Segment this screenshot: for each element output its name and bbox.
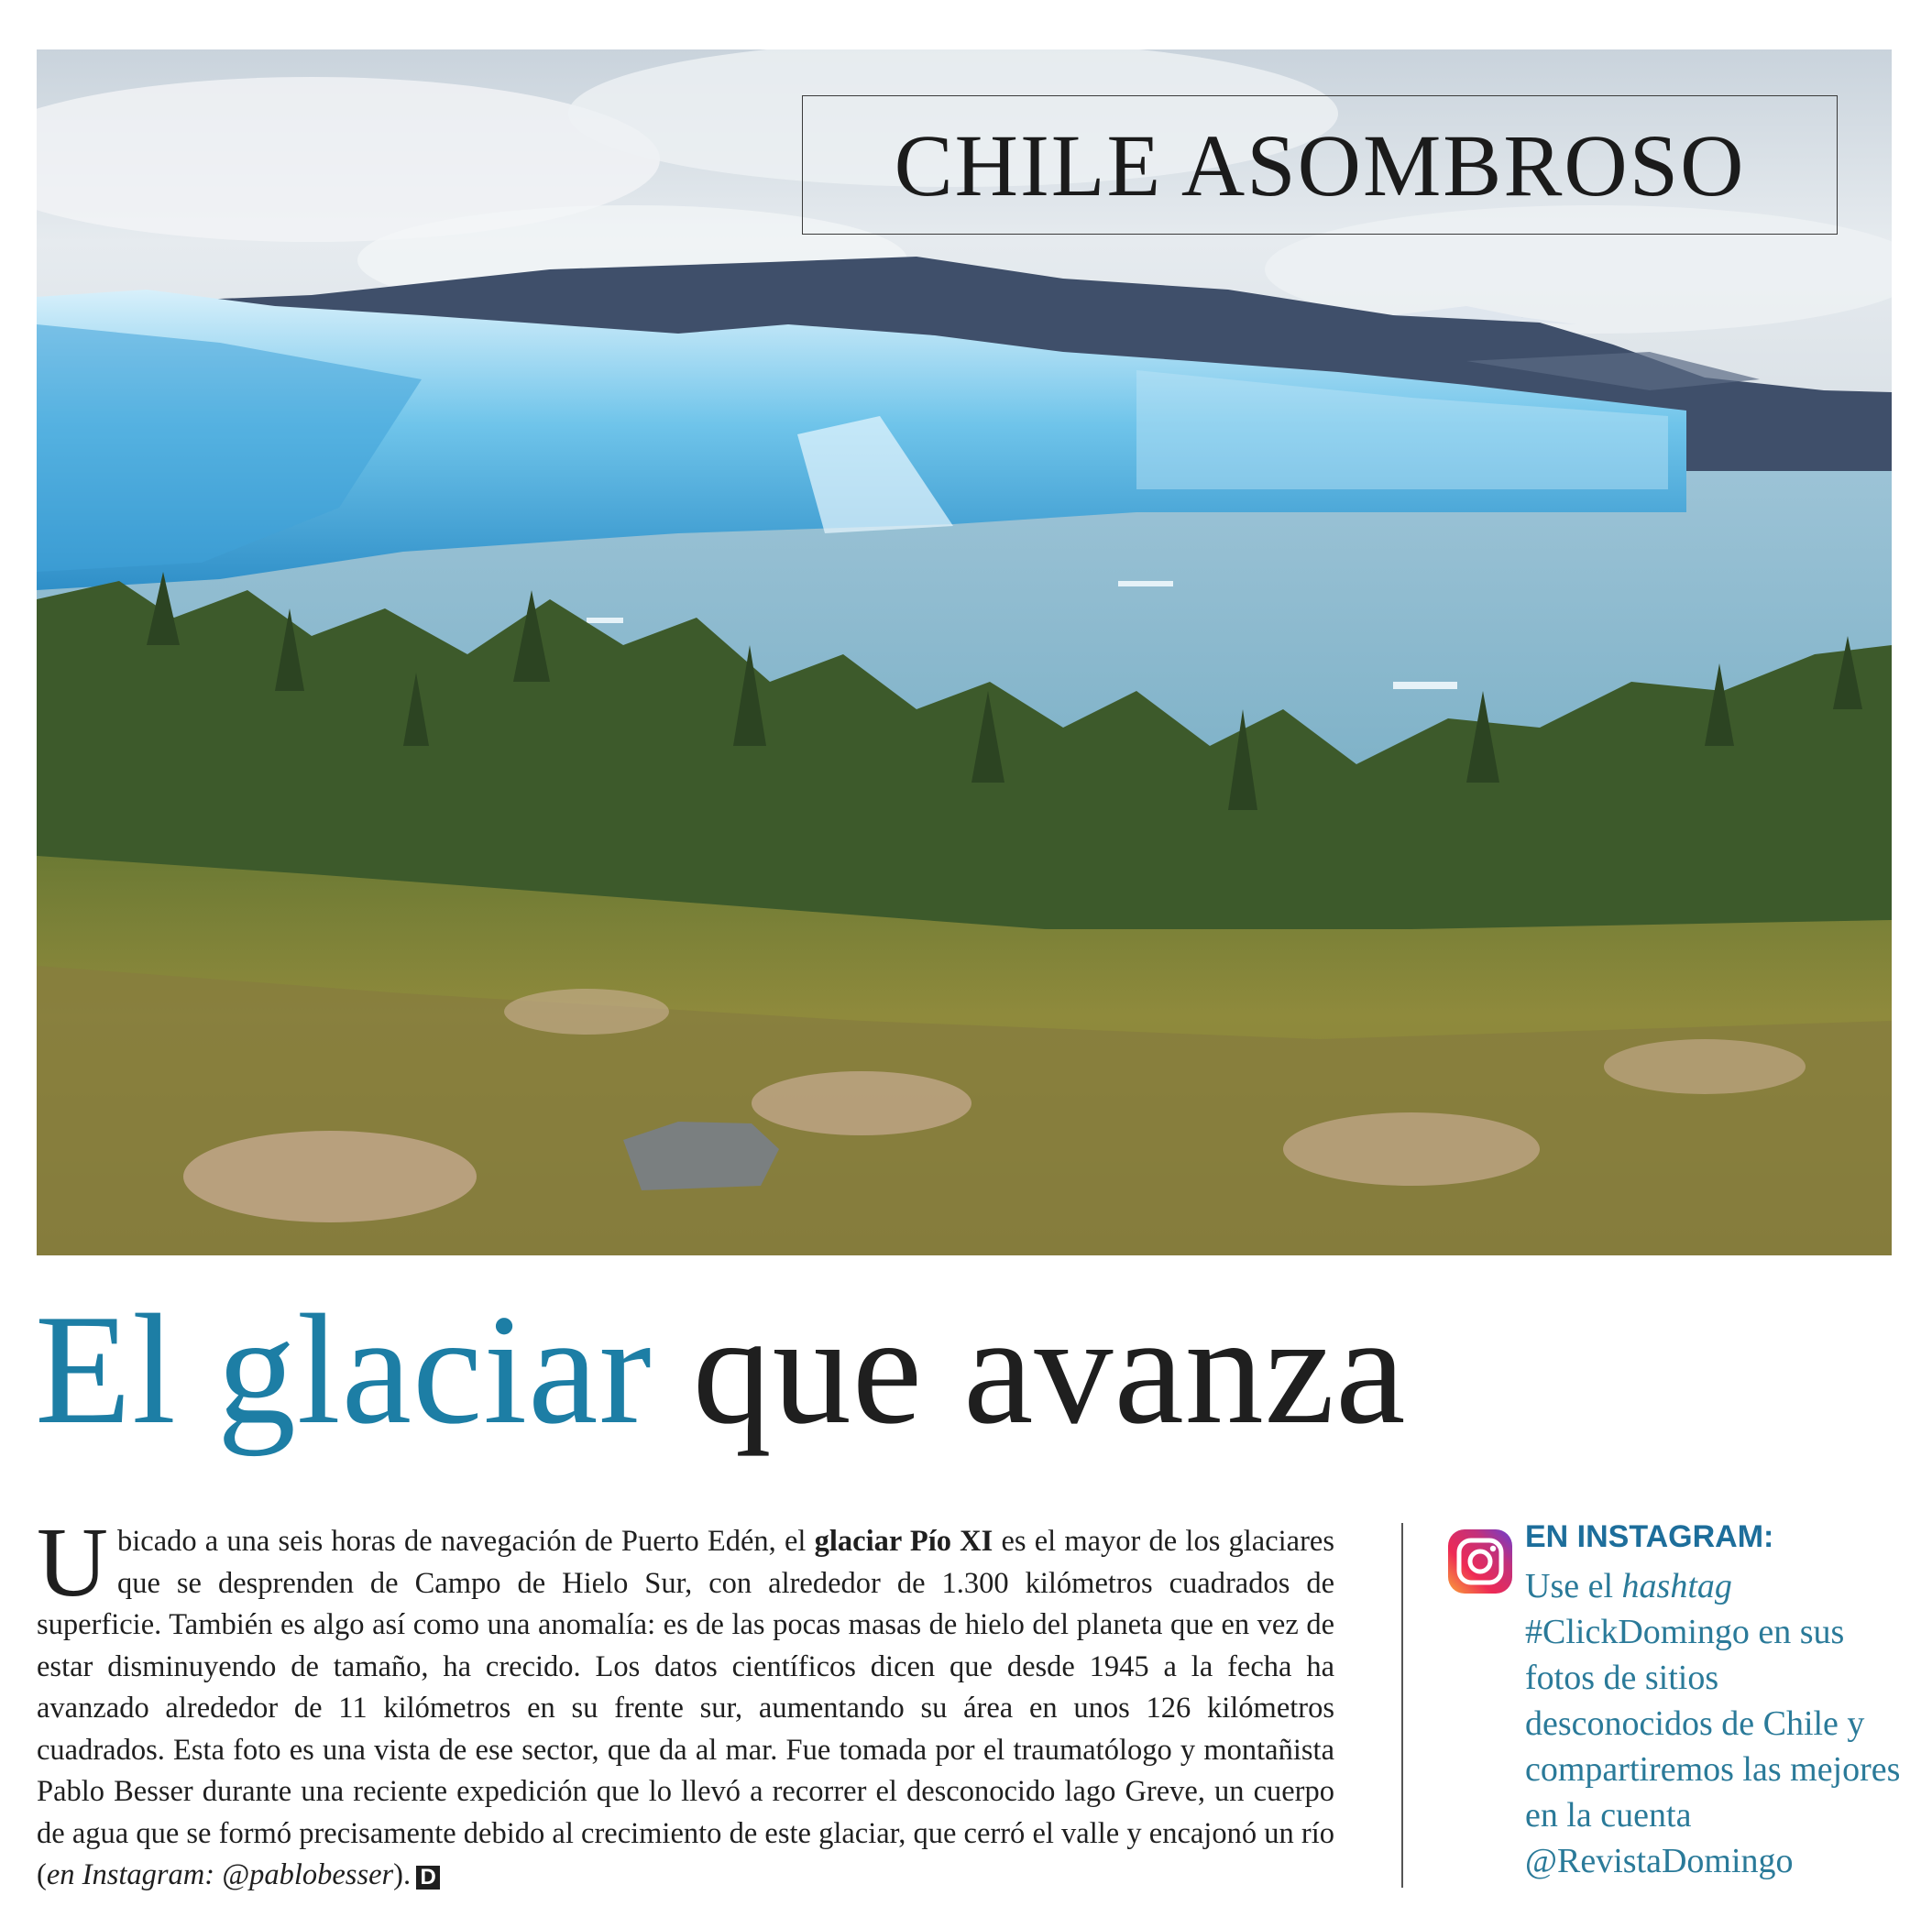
instagram-italic-word: hashtag: [1621, 1567, 1732, 1605]
article-text-middle: es el mayor de los glaciares que se desprenden de Campo de Hielo Sur, con alrededor de 1.300 kilómetros cuadrados de superficie. También es algo así como una anomalía: es de las pocas masas de hielo del planeta que en vez de estar disminuyendo de tamaño, ha crecido. Los datos científicos dicen que desde 1945 a la fecha ha avanzado alrededor de 11 kilómetros en su frente sur, aumentando su área en unos 126 kilómetros cuadrados. Esta foto es una vista de ese sector, que da al mar. Fue tomada por el traumatólogo y montañista Pablo Besser durante una reciente expedición que lo llevó a recorrer el desconocido lago Greve, un cuerpo de agua que se formó precisamente debido al crecimiento de este glaciar, que cerró el valle y encajonó un río (: [37, 1525, 1334, 1891]
headline-part-2: que avanza: [692, 1283, 1407, 1457]
headline-part-1: El glaciar: [35, 1283, 653, 1457]
end-mark: D: [416, 1866, 440, 1890]
article-bold-term: glaciar Pío XI: [814, 1525, 993, 1558]
article-text-end: ).: [393, 1858, 412, 1891]
article-photo-credit: en Instagram: @pablobesser: [46, 1858, 394, 1891]
article-text-start: bicado a una seis horas de navegación de Puerto Edén, el: [117, 1525, 815, 1558]
instagram-text: [1525, 1563, 1910, 1884]
section-title: CHILE ASOMBROSO: [894, 115, 1746, 214]
article-body: [37, 1508, 1334, 1897]
drop-cap: U: [37, 1508, 108, 1617]
column-divider: [1401, 1523, 1403, 1888]
instagram-heading: EN INSTAGRAM:: [1525, 1519, 1774, 1554]
instagram-text-after: #ClickDomingo en sus fotos de sitios desconocidos de Chile y compartiremos las mejores en la cuenta @RevistaDomingo: [1525, 1613, 1901, 1880]
instagram-text-before: Use el: [1525, 1567, 1622, 1605]
headline: [35, 1283, 1406, 1457]
section-banner: [802, 95, 1838, 235]
instagram-icon: [1446, 1528, 1514, 1595]
